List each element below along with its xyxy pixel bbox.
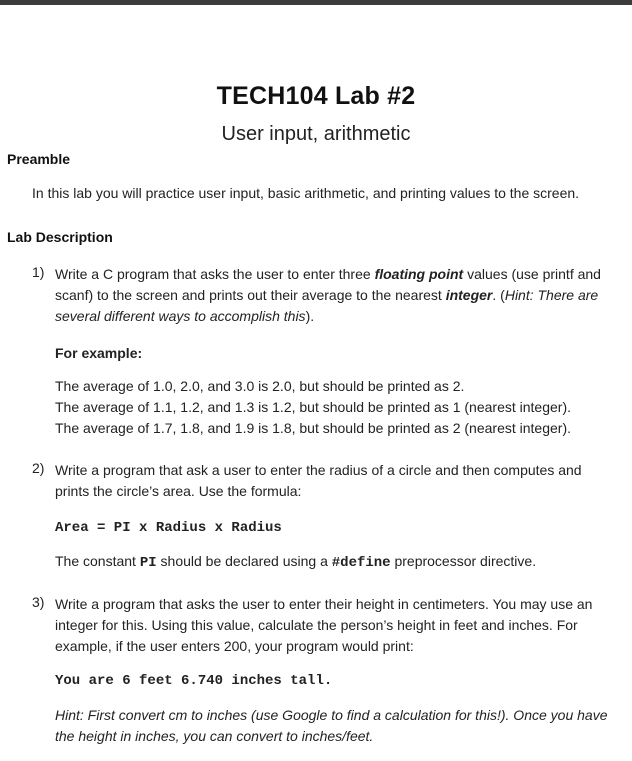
page-subtitle: User input, arithmetic	[221, 123, 411, 145]
item-1-line-3	[55, 306, 601, 327]
item-1-text	[55, 264, 601, 327]
item-1-hint-start: Hint: There are	[504, 287, 599, 303]
define-text-e: preprocessor directive.	[390, 553, 537, 569]
item-2-text	[55, 460, 582, 502]
define-constant-text	[55, 551, 536, 574]
area-formula: Area = PI x Radius x Radius	[55, 520, 282, 536]
preamble-heading: Preamble	[7, 151, 71, 167]
item-3-line-2: integer for this. Using this value, calculate the person’s height in feet and inches. For	[55, 617, 578, 633]
example-line: The average of 1.1, 1.2, and 1.3 is 1.2, but should be printed as 1 (nearest integer).	[55, 399, 571, 415]
define-text-c: should be declared using a	[156, 553, 332, 569]
sample-output: You are 6 feet 6.740 inches tall.	[55, 673, 333, 689]
define-directive-code: #define	[331, 555, 391, 571]
document-page[interactable]	[0, 5, 632, 761]
item-3-line-3: example, if the user enters 200, your program would print:	[55, 638, 414, 654]
example-line: The average of 1.0, 2.0, and 3.0 is 2.0, but should be printed as 2.	[55, 378, 465, 394]
define-text-a: The constant	[55, 553, 140, 569]
item-1-hint-end: several different ways to accomplish this	[55, 308, 306, 324]
item-1-text-a: Write a C program that asks the user to enter three	[55, 266, 375, 282]
item-2-line-1: Write a program that ask a user to enter the radius of a circle and then computes and	[55, 462, 582, 478]
preamble-text: In this lab you will practice user input, basic arithmetic, and printing values to the screen.	[32, 185, 580, 201]
item-1-line-2	[55, 285, 601, 306]
item-3-text	[55, 594, 592, 657]
item-3-hint-line-2: the height in inches, you can convert to inches/feet.	[55, 728, 374, 744]
item-1-number: 1)	[32, 264, 45, 280]
page-title: TECH104 Lab #2	[216, 82, 416, 110]
item-1-line-1	[55, 264, 601, 285]
item-3-hint-line-1: Hint: First convert cm to inches (use Google to find a calculation for this!). Once you have	[55, 707, 608, 723]
item-3-line-1: Write a program that asks the user to enter their height in centimeters. You may use an	[55, 596, 593, 612]
example-line: The average of 1.7, 1.8, and 1.9 is 1.8, but should be printed as 2 (nearest integer).	[55, 420, 571, 436]
item-3-number: 3)	[32, 594, 45, 610]
item-1-emphasis-floating-point: floating point	[374, 266, 464, 282]
item-2-number: 2)	[32, 460, 45, 476]
item-3-hint	[55, 705, 607, 747]
example-heading: For example:	[55, 345, 143, 361]
lab-description-heading: Lab Description	[7, 229, 113, 245]
example-list	[55, 376, 571, 439]
item-1-emphasis-integer: integer	[445, 287, 493, 303]
pi-constant-code: PI	[139, 555, 157, 571]
item-1-text-e: . (	[492, 287, 505, 303]
item-1-text-c: values (use printf and	[463, 266, 601, 282]
item-1-text-d: scanf) to the screen and prints out their average to the nearest	[55, 287, 446, 303]
item-1-text-end: ).	[305, 308, 315, 324]
item-2-line-2: prints the circle’s area. Use the formula:	[55, 483, 302, 499]
